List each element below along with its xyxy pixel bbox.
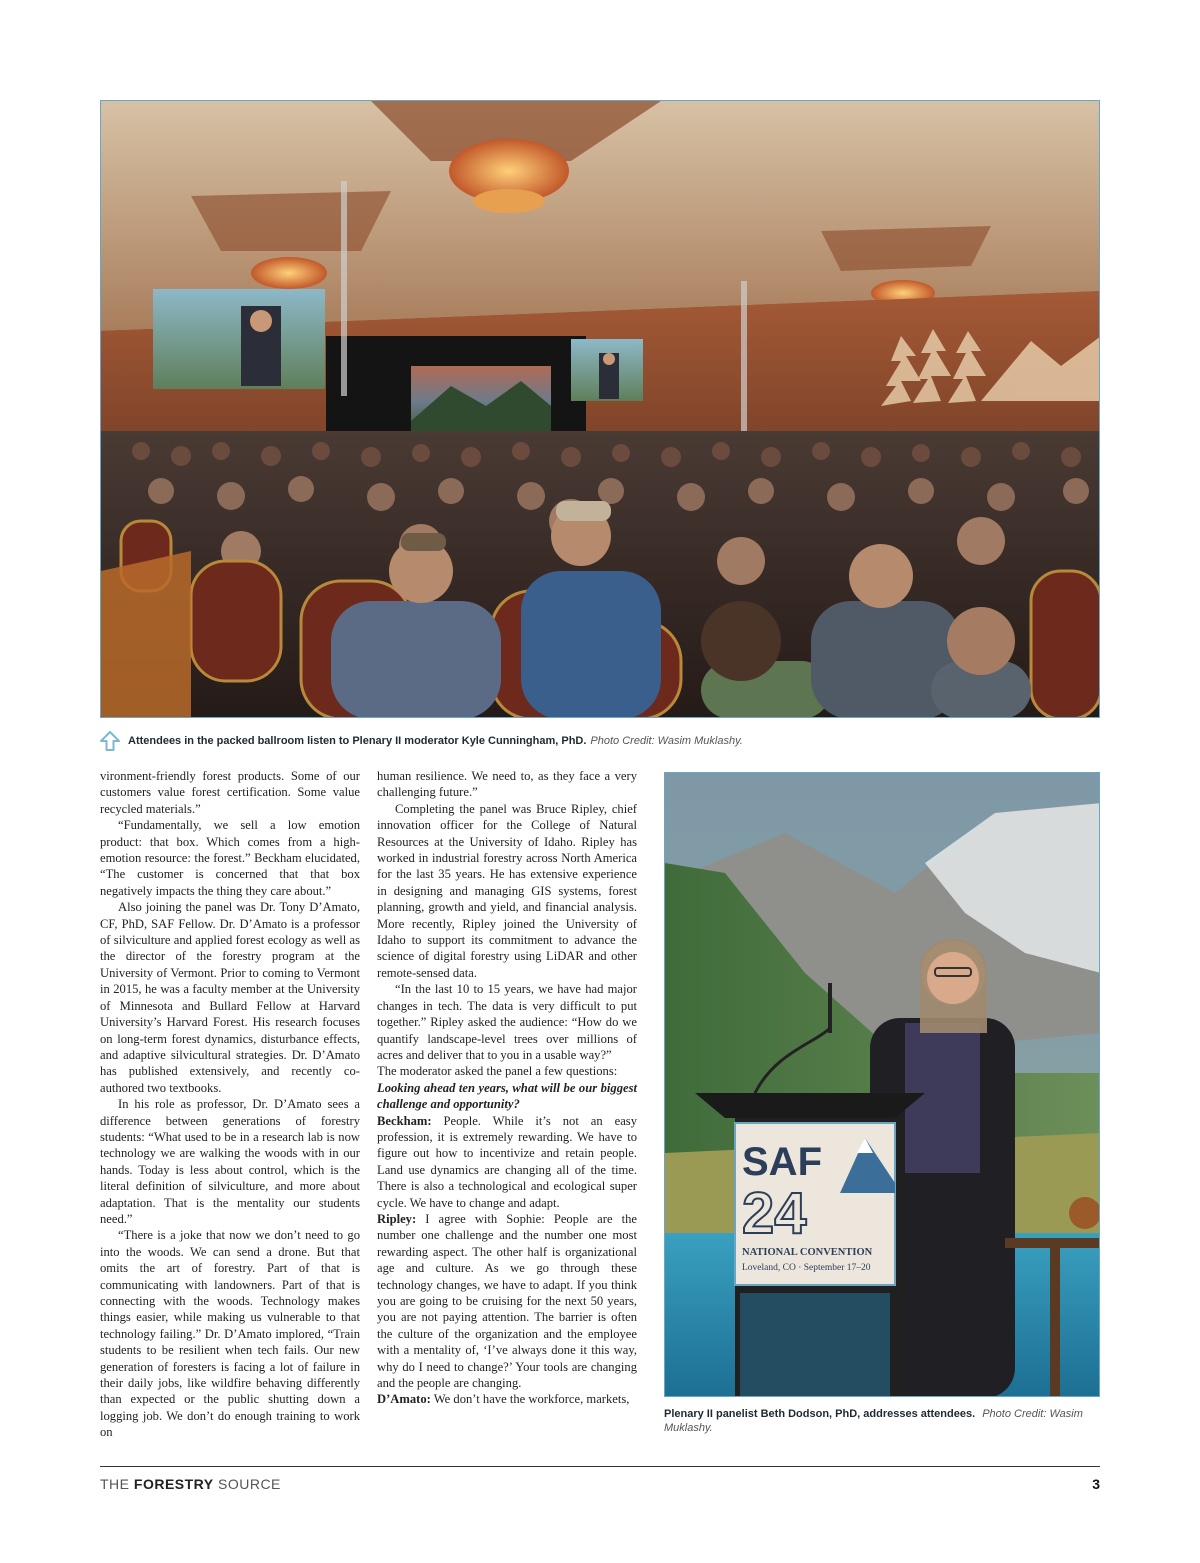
pub-strong: FORESTRY bbox=[133, 1476, 214, 1492]
sign-saf: SAF bbox=[742, 1140, 822, 1184]
paragraph: “There is a joke that now we don’t need to go into the woods. We can send a drone. But that omits the art of forestry. Part of that is communicating with landowners. Part of that is connecting with the woods. Technology makes things easier, while making us vulnerable to that technology failing.” Dr. D’Amato implored, “Train students to be resilient when tech fails. Our new generation of foresters is facing a lot of failure in their daily jobs, like wildfire behaving differently than expected or the public shutting down a logging job. We don’t do enough training to work on bbox=[100, 1228, 360, 1440]
photo-credit: Photo Credit: Wasim Muklashy. bbox=[590, 735, 743, 747]
paragraph: In his role as professor, Dr. D’Amato sees a difference between generations of forestry students: “What used to be in a research lab is now technology we are walking the woods with in our hands. Today is less about control, which is the literal definition of silviculture, and more about adaptation. That is the mentality our students need.” bbox=[100, 1097, 360, 1226]
paragraph: The moderator asked the panel a few questions: bbox=[377, 1064, 618, 1079]
pub-prefix: THE bbox=[100, 1476, 134, 1492]
footer-divider bbox=[100, 1466, 1100, 1467]
ballroom-photo bbox=[100, 100, 1100, 718]
answer-damato bbox=[377, 1391, 637, 1407]
up-arrow-icon bbox=[100, 731, 120, 751]
speaker-photo-caption bbox=[664, 1407, 1100, 1435]
answer-text: I agree with Sophie: People are the number one challenge and the number one most rewarding aspect. The other half is organizational age and culture. As we go through these technology changes, we have to adapt. If you think you are going to be cruising for the next 50 years, you are not paying attention. The barrier is often the culture of the organization and the employee with a mentality of, ‘I’ve always done it this way, why do I need to change?’ Your tools are changing and the people are changing. bbox=[377, 1211, 637, 1391]
caption-text: Plenary II panelist Beth Dodson, PhD, addresses attendees. bbox=[664, 1408, 976, 1420]
speaker-label: D’Amato: bbox=[377, 1392, 431, 1407]
sign-title: NATIONAL CONVENTION bbox=[742, 1247, 873, 1258]
top-photo-caption bbox=[100, 731, 1100, 751]
answer-ripley bbox=[377, 1211, 637, 1391]
article-column-2 bbox=[377, 768, 637, 1408]
paragraph: Completing the panel was Bruce Ripley, chief innovation officer for the College of Natural Resources at the University of Idaho. Ripley has worked in industrial forestry across North America for the last 35 years. He has extensive experience in designing and managing GIS systems, forest planning, growth and yield, and financial analysis. More recently, Ripley joined the University of Idaho to support its commitment to advance the science of digital forestry using LiDAR and other remote-sensed data. bbox=[377, 801, 637, 980]
photo-credit: Photo Credit: Wasim Muklashy. bbox=[664, 1408, 1083, 1434]
sign-location: Loveland, CO · September 17–20 bbox=[742, 1263, 871, 1273]
caption-text: Attendees in the packed ballroom listen to Plenary II moderator Kyle Cunningham, PhD. bbox=[128, 735, 587, 747]
paragraph: vironment-friendly forest products. Some of our customers value forest certification. Some value recycled materials.” bbox=[100, 769, 360, 816]
paragraph: “In the last 10 to 15 years, we have had major changes in tech. The data is very difficult to put together.” Ripley asked the audience: “How do we quantify landscape-level trees over millions of acres and deliver that to you in a usable way?” bbox=[377, 982, 637, 1062]
speaker-label: Beckham: bbox=[377, 1113, 432, 1128]
interview-question: Looking ahead ten years, what will be our biggest challenge and opportunity? bbox=[377, 1080, 637, 1112]
answer-text: People. While it’s not an easy profession, it is extremely rewarding. We have to figure out how to incentivize and retain people. Land use dynamics are changing all of the time. There is also a technological and ecological super cycle. We have to change and adapt. bbox=[377, 1113, 637, 1210]
paragraph: human resilience. We need to, as they face a very challenging future.” bbox=[377, 769, 637, 800]
speaker-illustration bbox=[665, 773, 1100, 1397]
speaker-label: Ripley: bbox=[377, 1211, 417, 1226]
paragraph: “Fundamentally, we sell a low emotion product: that box. Which comes from a high-emotion resource: the forest.” Beckham elucidated, “The customer is concerned that that box negatively impacts the thing they care about.” bbox=[100, 818, 360, 898]
publication-name bbox=[100, 1476, 281, 1492]
ballroom-illustration bbox=[101, 101, 1100, 718]
pub-suffix: SOURCE bbox=[213, 1476, 281, 1492]
sign-year: 24 bbox=[742, 1181, 807, 1246]
answer-beckham bbox=[377, 1113, 637, 1211]
paragraph: Also joining the panel was Dr. Tony D’Amato, CF, PhD, SAF Fellow. Dr. D’Amato is a professor of silviculture and applied forest ecology as well as the director of the forestry program at the University of Vermont. Prior to coming to Vermont in 2015, he was a faculty member at the University of Minnesota and Bullard Fellow at Harvard University’s Harvard Forest. His research focuses on long-term forest dynamics, disturbance effects, and adaptive silvicultural strategies. Dr. D’Amato has published extensively, and recently co-authored two textbooks. bbox=[100, 900, 360, 1095]
answer-text: We don’t have the workforce, markets, bbox=[430, 1392, 630, 1407]
article-column-1 bbox=[100, 768, 360, 1441]
page-number: 3 bbox=[1092, 1476, 1100, 1492]
speaker-photo bbox=[664, 772, 1100, 1397]
